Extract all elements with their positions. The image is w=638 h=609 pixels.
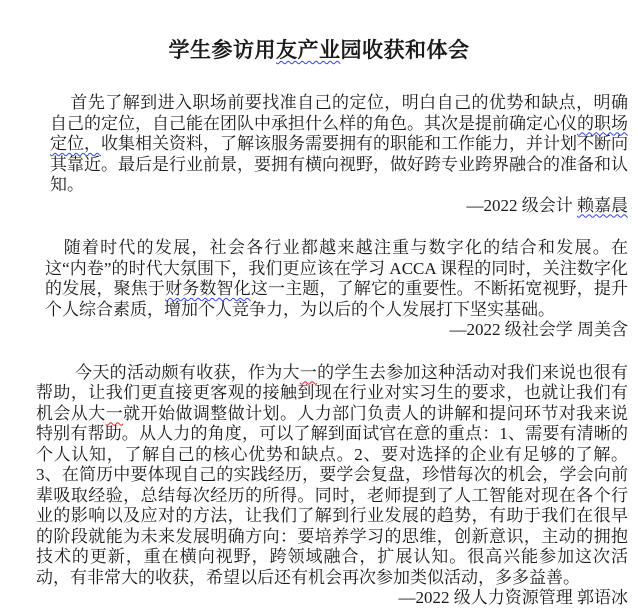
paragraph (45, 238, 628, 320)
signature-line (50, 196, 628, 217)
paragraph-text-flagged: 的职场定位， (50, 113, 628, 153)
signature-line (36, 588, 628, 609)
paragraph-text: 随着时代的发展，社会各行业都越来越注重与数字化的结合和发展。在这“内卷”的时代大氛围下，我们更应该在学习 ACCA 课程的同时，关注数字化的发展，聚焦于 (45, 238, 628, 298)
paragraph (50, 93, 628, 196)
paragraph (36, 363, 628, 589)
paragraph-text: 这一主题，了解它的重要性。不断拓宽视野，提升个人综合素质，增加个人竞争力，为以后的个人发展打下坚实基础。 (45, 279, 629, 319)
signature-text: —2022 级人力资源管理 郭语冰 (398, 588, 628, 607)
signature-name-flagged: 赖嘉晨 (577, 195, 628, 215)
paragraph-text: 的学生去参加这种活动对我们来说也很有帮助，让我们更直接更客观的接触到现在行业对实习生的要求，也就让我们有机会从大 (36, 362, 629, 423)
section-hr-student (36, 363, 628, 609)
title-text: 学生参访用 (168, 38, 276, 62)
paragraph-text-flagged: 财务数智化 (165, 279, 251, 298)
section-accounting-student (36, 93, 628, 216)
paragraph-text: 就开始做调整做计划。人力部门负责人的讲解和提问环节对我来说特别有帮助。从人力的角度，可以了解到面试官在意的重点：1、需要有清晰的个人认知，了解自己的核心优势和缺点。2、要对选择的企业有足够的了解。3、在简历中要体现自己的实践经历，要学会复盘，珍惜每次的机会，学会向前辈吸取经验，总结每次经历的所得。同时，老师提到了人工智能对现在各个行业的影响以及应对的方法，让我们了解到行业发展的趋势，有助于我们在很早的阶段就能为未来发展明确方向：要培养学习的思维，创新意识，主动的拥抱技术的更新，重在横向视野，跨领域融合，扩展认知。很高兴能参加这次活动，有非常大的收获，希望以后还有机会再次参加类似活动，多多益善。 (36, 403, 629, 587)
title-text: 园收获和体会 (340, 38, 470, 62)
paragraph-text: 收集相关资料，了解该服务需要拥有的职能和工作能力，并计划不断向其靠近。最后是行业前景，要拥有横向视野，做好跨专业跨界融合的准备和认知。 (50, 134, 628, 194)
signature-line (45, 320, 628, 341)
section-sociology-student (36, 238, 628, 341)
signature-text: —2022 级会计 (466, 195, 577, 215)
signature-text: —2022 级社会学 周美含 (449, 320, 628, 339)
paragraph-text: 今天的活动颇有收获，作为大 (75, 362, 300, 382)
paragraph-text-flagged: 一 (105, 403, 124, 423)
title-text-flagged: 友产业 (276, 38, 341, 62)
paragraph-text-flagged: 一 (299, 362, 318, 382)
document-title (0, 34, 638, 64)
paragraph-text: 首先了解到进入职场前要找准自己的定位，明白自己的优势和缺点，明确自己的定位，自己能在团队中承担什么样的角色。其次是提前确定心仪 (50, 93, 628, 133)
